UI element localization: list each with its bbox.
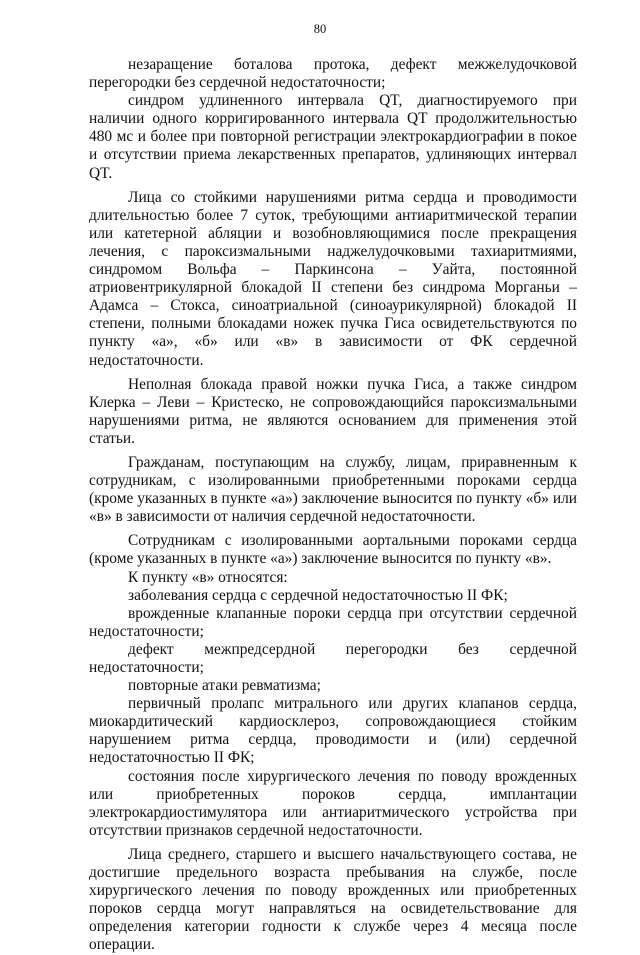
page-number: 80 xyxy=(313,22,327,36)
paragraph: Лица среднего, старшего и высшего начальствующего состава, не достигшие предельного возраста пребывания на службе, после хирургического лечения по поводу врожденных или приобретенных пороков сердца могут направляться на освидетельствование для определения категории годности к службе через 4 месяца после операции. xyxy=(89,845,577,954)
list-item: состояния после хирургического лечения по поводу врожденных или приобретенных пороков сердца, имплантации электрокардиостимулятора или антиаритмического устройства при отсутствии признаков сердечной недостаточности. xyxy=(89,767,577,839)
paragraph: Гражданам, поступающим на службу, лицам, приравненным к сотрудникам, с изолированными приобретенными пороками сердца (кроме указанных в пункте «а») заключение выносится по пункту «б» или «в» в зависимости от наличия сердечной недостаточности. xyxy=(89,453,577,526)
paragraph: Лица со стойкими нарушениями ритма сердца и проводимости длительностью более 7 суток, требующими антиаритмической терапии или катетерной абляции и возобновляющимися после прекращения лечения, с пароксизмальными наджелудочковыми тахиаритмиями, синдромом Вольфа – Паркинсона – Уайта, постоянной атриовентрикулярной блокадой II степени без синдрома Морганьи – Адамса – Стокса, синоатриальной (синоаурикулярной) блокадой II степени, полными блокадами ножек пучка Гиса освидетельствуются по пункту «а», «б» или «в» в зависимости от ФК сердечной недостаточности. xyxy=(89,188,577,369)
paragraph: синдром удлиненного интервала QT, диагностируемого при наличии одного корригированного интервала QT продолжительностью 480 мс и более при повторной регистрации электрокардиографии в покое и отсутствии приема лекарственных препаратов, удлиняющих интервал QT. xyxy=(89,92,577,182)
list-item: повторные атаки ревматизма; xyxy=(128,677,321,695)
document-body xyxy=(89,56,577,955)
paragraph: Неполная блокада правой ножки пучка Гиса, а также синдром Клерка – Леви – Кристеско, не сопровождающийся пароксизмальными нарушениями ритма, не являются основанием для применения этой статьи. xyxy=(89,375,577,447)
list-item: дефект межпредсердной перегородки без сердечной недостаточности; xyxy=(89,640,577,676)
paragraph: Сотрудникам с изолированными аортальными пороками сердца (кроме указанных в пункте «а») заключение выносится по пункту «в». xyxy=(89,532,577,568)
list-item: врожденные клапанные пороки сердца при отсутствии сердечной недостаточности; xyxy=(89,604,577,640)
list-item: заболевания сердца с сердечной недостаточностью II ФК; xyxy=(128,586,508,604)
paragraph: незаращение боталова протока, дефект межжелудочковой перегородки без сердечной недостаточности; xyxy=(89,56,577,92)
list-item: первичный пролапс митрального или других клапанов сердца, миокардитический кардиосклероз, сопровождающиеся стойким нарушением ритма сердца, проводимости и (или) сердечной недостаточностью II ФК; xyxy=(89,695,577,767)
paragraph: К пункту «в» относятся: xyxy=(128,568,288,586)
